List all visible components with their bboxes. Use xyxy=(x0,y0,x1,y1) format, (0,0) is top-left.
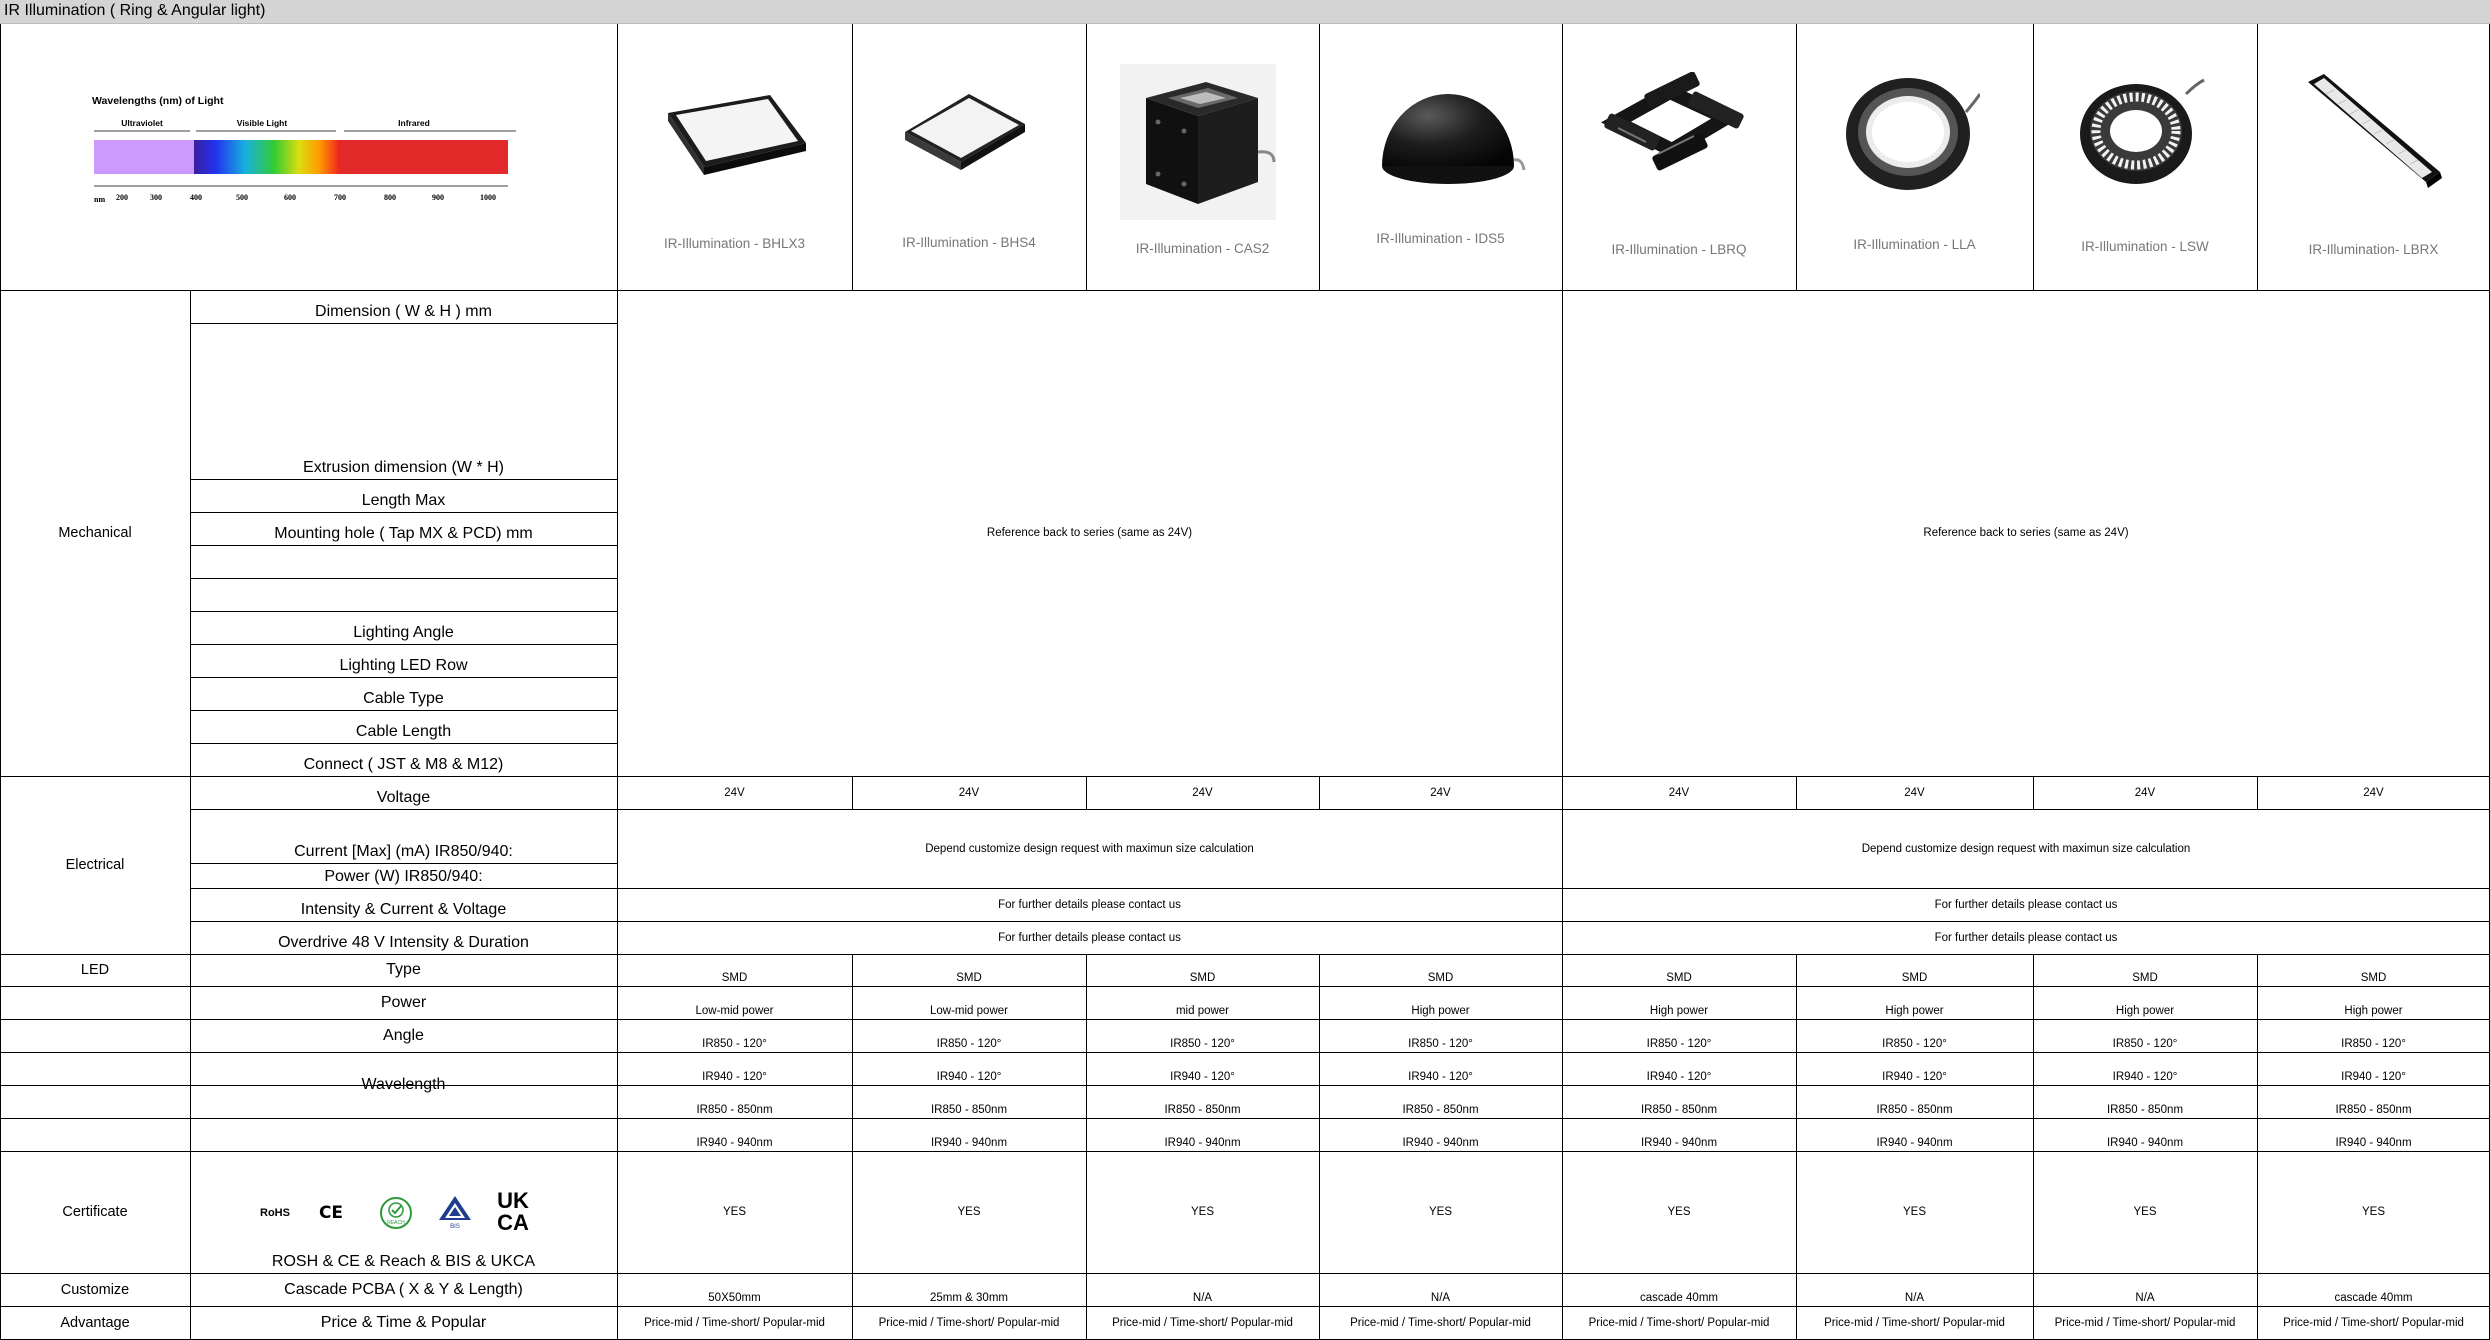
led-angle-850-value: IR850 - 120° xyxy=(1646,1038,1712,1050)
led-type-value: SMD xyxy=(1427,972,1454,984)
product-name: IR-Illumination - BHS4 xyxy=(902,234,1036,250)
intensity-note: For further details please contact us xyxy=(1934,898,2118,911)
led-angle-940-value: IR940 - 120° xyxy=(2112,1071,2178,1083)
led-angle-850-value: IR850 - 120° xyxy=(702,1038,767,1050)
customize-value: N/A xyxy=(1904,1292,1925,1304)
ring-light-icon xyxy=(1840,72,1980,192)
certificate-value: YES xyxy=(957,1206,981,1218)
advantage-value: Price-mid / Time-short/ Popular-mid xyxy=(1588,1317,1770,1329)
label-advantage: Price & Time & Popular xyxy=(320,1314,487,1331)
label-length-max: Length Max xyxy=(361,492,446,509)
section-electrical: Electrical xyxy=(65,857,125,873)
bar-light-icon xyxy=(2300,68,2450,194)
advantage-value: Price-mid / Time-short/ Popular-mid xyxy=(878,1317,1060,1329)
certificate-value: YES xyxy=(2361,1206,2385,1218)
led-wave-940-value: IR940 - 940nm xyxy=(1876,1137,1953,1149)
voltage-value: 24V xyxy=(1430,786,1451,799)
led-wave-940-value: IR940 - 940nm xyxy=(2335,1137,2412,1149)
led-power-value: Low-mid power xyxy=(930,1005,1008,1017)
label-wavelength: Wavelength xyxy=(361,1076,446,1093)
current-note: Depend customize design request with maximun size calculation xyxy=(1861,842,2191,855)
label-cable-length: Cable Length xyxy=(355,723,452,740)
led-type-value: SMD xyxy=(2132,972,2158,984)
voltage-value: 24V xyxy=(2363,786,2384,799)
led-type-value: SMD xyxy=(956,972,982,984)
led-angle-850-value: IR850 - 120° xyxy=(2341,1038,2406,1050)
label-overdrive: Overdrive 48 V Intensity & Duration xyxy=(278,934,529,951)
tick-900: 900 xyxy=(432,193,444,202)
product-name: IR-Illumination - LBRQ xyxy=(1611,241,1747,257)
label-led-row: Lighting LED Row xyxy=(339,657,468,674)
ukca-logo: UK CA xyxy=(497,1188,529,1235)
customize-value: cascade 40mm xyxy=(1640,1292,1718,1304)
led-angle-940-value: IR940 - 120° xyxy=(702,1071,767,1083)
led-power-value: Low-mid power xyxy=(695,1005,774,1017)
led-type-value: SMD xyxy=(1666,972,1692,984)
led-angle-850-value: IR850 - 120° xyxy=(1170,1038,1235,1050)
customize-value: N/A xyxy=(1430,1292,1451,1304)
led-angle-940-value: IR940 - 120° xyxy=(1170,1071,1235,1083)
intensity-note: For further details please contact us xyxy=(998,898,1181,911)
reach-logo xyxy=(378,1195,414,1231)
led-power-value: High power xyxy=(1649,1005,1709,1017)
led-angle-850-value: IR850 - 120° xyxy=(1408,1038,1473,1050)
section-certificate: Certificate xyxy=(62,1204,128,1220)
voltage-value: 24V xyxy=(724,786,745,799)
led-power-value: High power xyxy=(1885,1005,1944,1017)
svg-text:BIS: BIS xyxy=(450,1224,460,1230)
label-current: Current [Max] (mA) IR850/940: xyxy=(294,843,513,860)
certificate-value: YES xyxy=(1428,1206,1452,1218)
voltage-value: 24V xyxy=(1192,786,1213,799)
label-cascade-pcba: Cascade PCBA ( X & Y & Length) xyxy=(284,1280,523,1298)
grid-line xyxy=(190,578,617,579)
led-angle-940-value: IR940 - 120° xyxy=(936,1071,1002,1083)
led-angle-850-value: IR850 - 120° xyxy=(936,1038,1002,1050)
product-name: IR-Illumination - LSW xyxy=(2081,238,2209,254)
led-wave-850-value: IR850 - 850nm xyxy=(930,1104,1008,1116)
led-type-value: SMD xyxy=(1189,972,1216,984)
customize-value: 25mm & 30mm xyxy=(930,1292,1008,1304)
tick-600: 600 xyxy=(284,193,296,202)
led-type-value: SMD xyxy=(721,972,748,984)
label-connect: Connect ( JST & M8 & M12) xyxy=(303,756,504,773)
led-power-value: mid power xyxy=(1175,1005,1230,1017)
label-led-type: Type xyxy=(386,961,421,978)
product-name: IR-Illumination - IDS5 xyxy=(1376,230,1505,246)
ce-logo: CE xyxy=(318,1203,344,1223)
sheet-title-bar xyxy=(0,0,2490,24)
overdrive-note: For further details please contact us xyxy=(998,931,1181,944)
customize-value: 50X50mm xyxy=(708,1292,761,1304)
led-power-value: High power xyxy=(2115,1005,2175,1017)
advantage-value: Price-mid / Time-short/ Popular-mid xyxy=(2283,1317,2464,1329)
led-wave-940-value: IR940 - 940nm xyxy=(1640,1137,1718,1149)
overdrive-note: For further details please contact us xyxy=(1934,931,2118,944)
ring-led-light-icon xyxy=(2076,76,2206,188)
led-wave-850-value: IR850 - 850nm xyxy=(1164,1104,1241,1116)
square-bar-light-icon xyxy=(1596,72,1746,192)
section-advantage: Advantage xyxy=(60,1315,130,1331)
tick-300: 300 xyxy=(150,193,162,202)
led-type-value: SMD xyxy=(1901,972,1928,984)
mechanical-note: Reference back to series (same as 24V) xyxy=(986,527,1193,539)
led-wave-850-value: IR850 - 850nm xyxy=(2335,1104,2412,1116)
led-wave-850-value: IR850 - 850nm xyxy=(1640,1104,1718,1116)
spectrum-heading: Wavelengths (nm) of Light xyxy=(92,95,224,107)
led-wave-940-value: IR940 - 940nm xyxy=(930,1137,1008,1149)
led-angle-850-value: IR850 - 120° xyxy=(2112,1038,2178,1050)
certificate-value: YES xyxy=(1902,1206,1926,1218)
advantage-value: Price-mid / Time-short/ Popular-mid xyxy=(644,1317,825,1329)
sheet-title: IR Illumination ( Ring & Angular light) xyxy=(4,2,266,19)
rohs-logo: RoHS xyxy=(260,1207,290,1219)
bis-logo xyxy=(436,1193,474,1231)
led-wave-940-value: IR940 - 940nm xyxy=(696,1137,773,1149)
grid-line xyxy=(190,545,617,546)
section-mechanical: Mechanical xyxy=(58,525,132,541)
tick-nm: nm xyxy=(94,195,106,204)
label-dimension: Dimension ( W & H ) mm xyxy=(315,303,492,320)
current-note: Depend customize design request with maximun size calculation xyxy=(925,842,1254,855)
label-led-angle: Angle xyxy=(383,1026,424,1044)
label-mounting-hole: Mounting hole ( Tap MX & PCD) mm xyxy=(274,525,533,542)
voltage-value: 24V xyxy=(1668,786,1690,799)
led-angle-940-value: IR940 - 120° xyxy=(1408,1071,1473,1083)
led-angle-940-value: IR940 - 120° xyxy=(1646,1071,1712,1083)
label-certificates: ROSH & CE & Reach & BIS & UKCA xyxy=(271,1253,536,1270)
band-label-uv: Ultraviolet xyxy=(121,118,163,128)
section-customize: Customize xyxy=(60,1281,130,1298)
certificate-value: YES xyxy=(722,1206,746,1218)
product-name: IR-Illumination - BHLX3 xyxy=(663,235,806,251)
label-power-w: Power (W) IR850/940: xyxy=(324,868,483,885)
band-label-visible: Visible Light xyxy=(236,118,288,128)
customize-value: N/A xyxy=(2135,1292,2155,1304)
advantage-value: Price-mid / Time-short/ Popular-mid xyxy=(1350,1317,1531,1329)
led-type-value: SMD xyxy=(2360,972,2387,984)
flat-panel-light-icon xyxy=(650,75,810,185)
label-intensity: Intensity & Current & Voltage xyxy=(300,901,507,918)
advantage-value: Price-mid / Time-short/ Popular-mid xyxy=(1824,1317,2005,1329)
voltage-value: 24V xyxy=(958,786,980,799)
label-voltage: Voltage xyxy=(376,789,431,806)
svg-text:REACH: REACH xyxy=(387,1220,405,1226)
product-name: IR-Illumination - CAS2 xyxy=(1135,240,1270,256)
led-wave-850-value: IR850 - 850nm xyxy=(1402,1104,1479,1116)
led-angle-850-value: IR850 - 120° xyxy=(1882,1038,1947,1050)
tick-800: 800 xyxy=(384,193,396,202)
label-lighting-angle: Lighting Angle xyxy=(353,624,454,641)
led-wave-850-value: IR850 - 850nm xyxy=(696,1104,773,1116)
product-name: IR-Illumination- LBRX xyxy=(2308,241,2439,257)
tick-500: 500 xyxy=(236,193,248,202)
wavelength-spectrum-graphic xyxy=(86,90,526,210)
label-led-power: Power xyxy=(380,993,427,1011)
voltage-value: 24V xyxy=(2134,786,2156,799)
tick-1000: 1000 xyxy=(480,193,496,202)
led-wave-850-value: IR850 - 850nm xyxy=(1876,1104,1953,1116)
customize-value: cascade 40mm xyxy=(2334,1292,2413,1304)
section-led: LED xyxy=(80,962,110,978)
tick-400: 400 xyxy=(190,193,202,202)
certificate-value: YES xyxy=(1667,1206,1691,1218)
dome-light-icon xyxy=(1376,80,1526,200)
label-extrusion: Extrusion dimension (W * H) xyxy=(303,459,504,476)
product-name: IR-Illumination - LLA xyxy=(1853,236,1976,252)
flat-panel-light-icon xyxy=(895,80,1035,180)
tick-200: 200 xyxy=(116,193,128,202)
certificate-value: YES xyxy=(2133,1206,2157,1218)
band-label-ir: Infrared xyxy=(398,118,430,128)
tick-700: 700 xyxy=(334,193,346,202)
label-cable-type: Cable Type xyxy=(363,690,444,707)
led-wave-940-value: IR940 - 940nm xyxy=(2106,1137,2184,1149)
coaxial-box-light-icon xyxy=(1118,62,1278,222)
voltage-value: 24V xyxy=(1904,786,1925,799)
grid-line xyxy=(1319,24,1320,290)
led-wave-940-value: IR940 - 940nm xyxy=(1164,1137,1241,1149)
led-power-value: High power xyxy=(2344,1005,2403,1017)
customize-value: N/A xyxy=(1192,1292,1213,1304)
led-angle-940-value: IR940 - 120° xyxy=(2341,1071,2406,1083)
led-angle-940-value: IR940 - 120° xyxy=(1882,1071,1947,1083)
advantage-value: Price-mid / Time-short/ Popular-mid xyxy=(1112,1317,1293,1329)
led-wave-850-value: IR850 - 850nm xyxy=(2106,1104,2184,1116)
mechanical-note: Reference back to series (same as 24V) xyxy=(1923,527,2129,539)
advantage-value: Price-mid / Time-short/ Popular-mid xyxy=(2054,1317,2236,1329)
certificate-value: YES xyxy=(1190,1206,1214,1218)
led-power-value: High power xyxy=(1411,1005,1470,1017)
led-wave-940-value: IR940 - 940nm xyxy=(1402,1137,1479,1149)
